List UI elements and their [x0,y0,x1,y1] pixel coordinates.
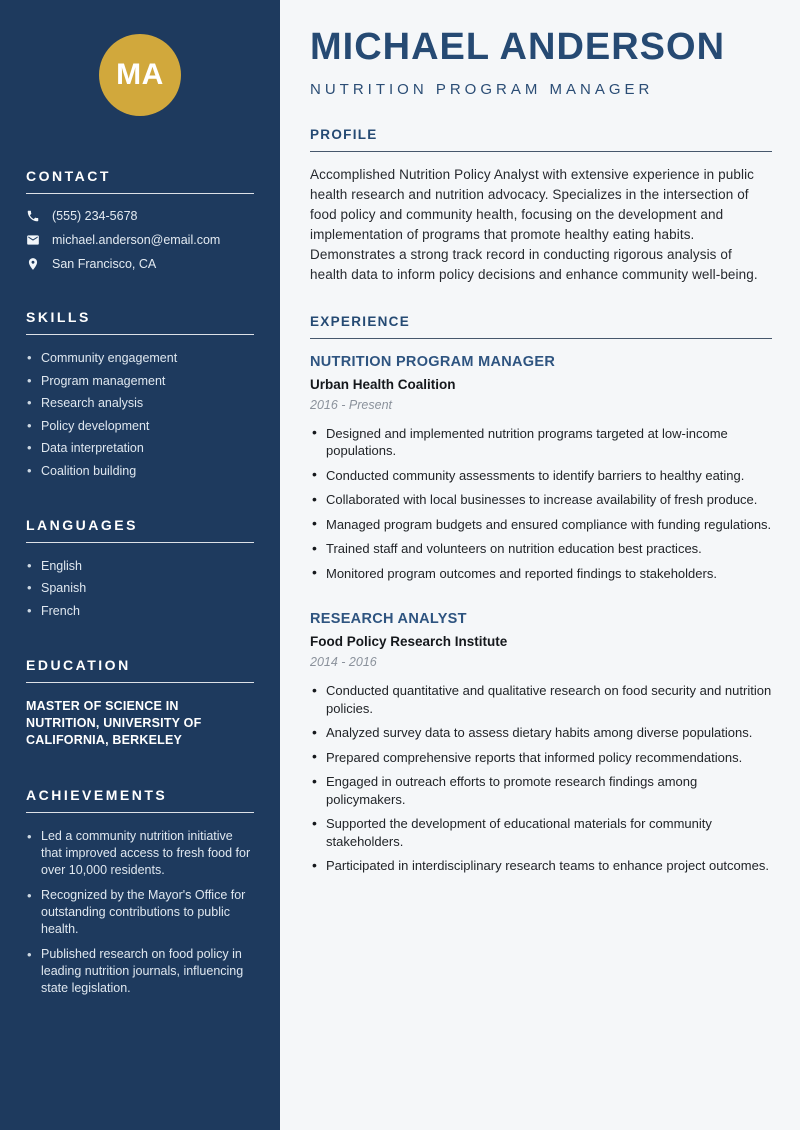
job-bullet: • Monitored program outcomes and reported findings to stakeholders. [310,565,772,583]
avatar [99,34,181,116]
sidebar [0,0,280,1130]
contact-email: michael.anderson@email.com [52,233,221,247]
language-item: • English [26,558,254,574]
job-bullet: • Engaged in outreach efforts to promote research findings among policymakers. [310,773,772,808]
experience-divider [310,338,772,339]
contact-location-row [26,257,254,271]
job-bullet: • Participated in interdisciplinary research teams to enhance project outcomes. [310,857,772,875]
job-bullet-list [310,425,772,583]
phone-icon [26,209,40,223]
job-dates: 2016 - Present [310,397,392,412]
skill-item: • Data interpretation [26,440,254,456]
achievements-heading: ACHIEVEMENTS [26,786,168,803]
location-pin-icon [26,257,40,271]
job-bullet: • Supported the development of educational materials for community stakeholders. [310,815,772,850]
languages-section [26,517,254,619]
skills-list [26,350,254,479]
person-title: NUTRITION PROGRAM MANAGER [310,80,654,98]
education-section [26,657,254,749]
job-bullet: • Designed and implemented nutrition programs targeted at low-income populations. [310,425,772,460]
contact-section [26,168,254,271]
job-bullet-list [310,682,772,875]
achievements-list [26,828,254,997]
job-title: RESEARCH ANALYST [310,611,467,628]
skill-item: • Program management [26,373,254,389]
languages-heading: LANGUAGES [26,516,138,533]
job-bullet: • Trained staff and volunteers on nutrition education best practices. [310,540,772,558]
contact-location: San Francisco, CA [52,257,157,271]
language-item: • French [26,603,254,619]
education-degree: MASTER OF SCIENCE IN NUTRITION, UNIVERSITY OF CALIFORNIA, BERKELEY [26,698,202,747]
experience-section [310,314,772,875]
skills-section [26,309,254,479]
achievement-item: • Recognized by the Mayor's Office for outstanding contributions to public health. [26,887,254,938]
job-entry [310,611,772,875]
skills-heading: SKILLS [26,309,91,325]
achievement-item: • Led a community nutrition initiative that improved access to fresh food for over 10,000 residents. [26,828,254,879]
job-bullet: • Conducted quantitative and qualitative research on food security and nutrition policies. [310,682,772,717]
contact-heading: CONTACT [26,168,111,184]
education-divider [26,682,254,683]
avatar-wrap [26,34,254,116]
achievement-item: • Published research on food policy in leading nutrition journals, influencing state legislation. [26,946,254,997]
job-bullet: • Collaborated with local businesses to increase availability of fresh produce. [310,491,772,509]
languages-divider [26,542,254,543]
job-dates: 2014 - 2016 [310,655,377,670]
profile-heading: PROFILE [310,126,378,142]
job-entry [310,354,772,583]
contact-email-row [26,233,254,247]
achievements-divider [26,812,254,813]
experience-heading: EXPERIENCE [310,313,411,329]
contact-phone-row [26,209,254,223]
education-heading: EDUCATION [26,656,131,673]
job-bullet: • Analyzed survey data to assess dietary habits among diverse populations. [310,724,772,742]
person-name: MICHAEL ANDERSON [310,26,726,68]
profile-section [310,127,772,285]
skills-divider [26,334,254,335]
profile-summary: Accomplished Nutrition Policy Analyst with extensive experience in public health research and nutrition advocacy. Specializes in the intersection of food policy and community health, focusing on the development and implementation of programs that promote healthy eating habits. Demonstrates a strong track record in conducting rigorous analysis of health data to inform policy decisions and enhance community well-being. [310,166,758,282]
achievements-section [26,787,254,997]
contact-divider [26,193,254,194]
job-bullet: • Prepared comprehensive reports that informed policy recommendations. [310,749,772,767]
language-item: • Spanish [26,580,254,596]
job-title: NUTRITION PROGRAM MANAGER [310,353,556,370]
job-bullet: • Managed program budgets and ensured compliance with funding regulations. [310,516,772,534]
main-content [280,0,800,1130]
email-icon [26,233,40,247]
job-company: Food Policy Research Institute [310,634,508,650]
skill-item: • Research analysis [26,395,254,411]
job-bullet: • Conducted community assessments to identify barriers to healthy eating. [310,467,772,485]
profile-divider [310,151,772,152]
skill-item: • Coalition building [26,463,254,479]
languages-list [26,558,254,619]
avatar-initials: MA [116,58,164,91]
contact-phone: (555) 234-5678 [52,209,138,223]
job-company: Urban Health Coalition [310,376,456,392]
skill-item: • Policy development [26,418,254,434]
skill-item: • Community engagement [26,350,254,366]
